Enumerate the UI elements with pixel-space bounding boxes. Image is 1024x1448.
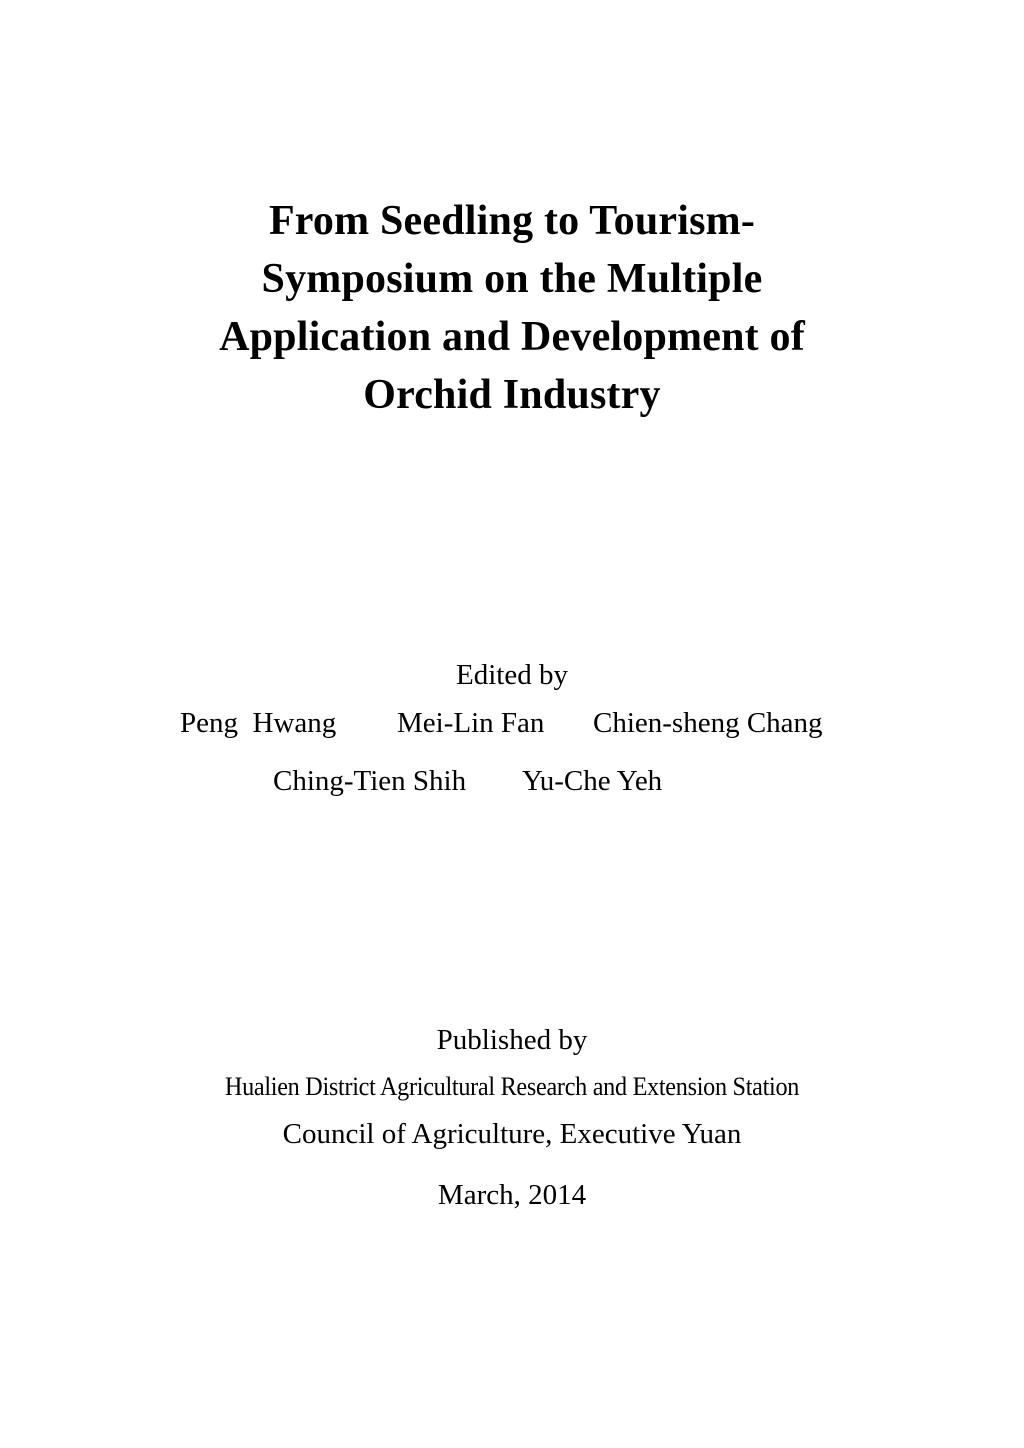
title-line-2: Symposium on the Multiple	[261, 256, 763, 302]
document-title	[0, 192, 1024, 424]
title-line-3: Application and Development of	[219, 314, 805, 360]
publisher-station: Hualien District Agricultural Research and Extension Station	[224, 1072, 800, 1101]
publication-date: March, 2014	[437, 1179, 587, 1211]
edited-by-label: Edited by	[456, 659, 568, 691]
editor-name-3: Chien-sheng Chang	[593, 707, 823, 739]
publisher-council: Council of Agriculture, Executive Yuan	[282, 1118, 742, 1150]
title-line-1: From Seedling to Tourism-	[268, 198, 756, 244]
editor-name-2: Mei-Lin Fan	[397, 707, 545, 739]
published-by-label: Published by	[436, 1024, 588, 1056]
editor-name-5: Yu-Che Yeh	[522, 765, 663, 797]
editor-name-4: Ching-Tien Shih	[273, 765, 467, 797]
editor-name-1: Peng Hwang	[180, 707, 337, 739]
title-line-4: Orchid Industry	[363, 372, 661, 418]
